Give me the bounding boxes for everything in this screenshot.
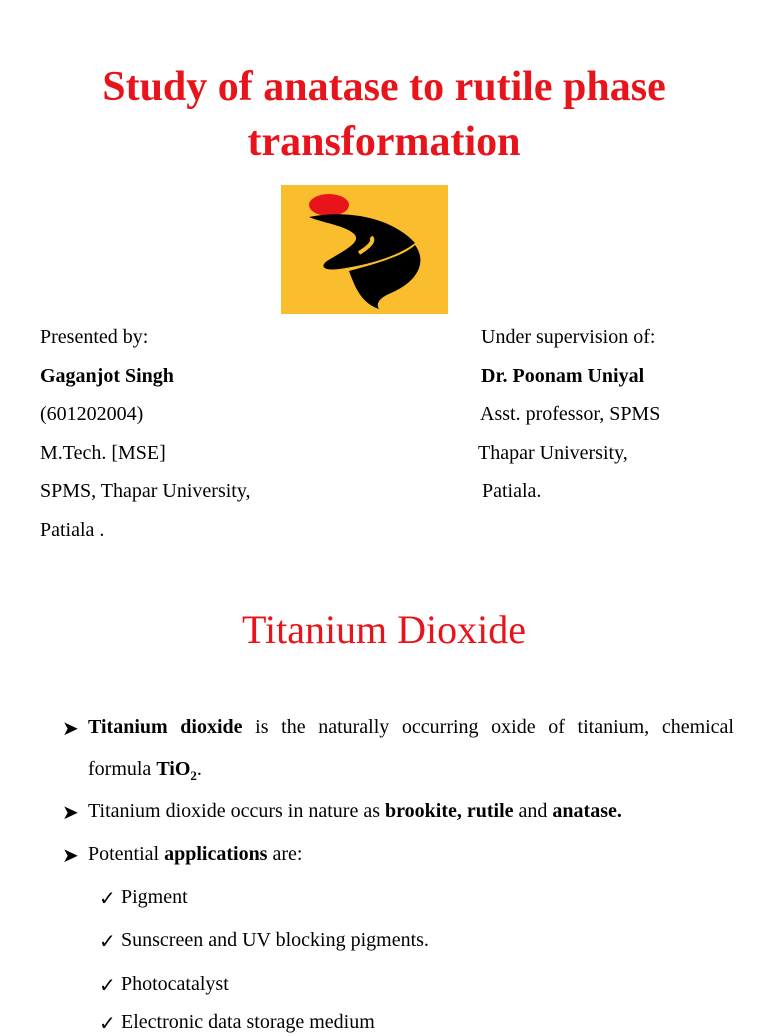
supervisor-position: Asst. professor, SPMS	[480, 403, 661, 425]
presenter-roll: (601202004)	[40, 403, 144, 425]
bullet3-end: are:	[267, 843, 303, 865]
bullet1-text: is the naturally occurring oxide of titanium, chemical	[242, 716, 734, 738]
bullet1-end: .	[196, 758, 202, 780]
formula-base: TiO	[156, 758, 191, 780]
application-item: Pigment	[121, 886, 188, 908]
slide-title	[0, 60, 768, 170]
bullet2-text: Titanium dioxide occurs in nature as	[88, 800, 385, 822]
application-item: Photocatalyst	[121, 973, 229, 995]
checkmark-icon: ✓	[99, 931, 116, 953]
checkmark-icon: ✓	[99, 975, 116, 997]
bullet2-bold1: brookite, rutile	[385, 800, 514, 822]
supervisor-name: Dr. Poonam Uniyal	[481, 365, 645, 387]
title-line-1: Study of anatase to rutile phase	[102, 64, 666, 110]
formula	[156, 758, 197, 783]
bullet2-and: and	[513, 800, 553, 822]
presenter-dept: SPMS, Thapar University,	[40, 480, 251, 502]
arrowhead-bullet-icon: ➤	[62, 718, 79, 740]
application-item: Sunscreen and UV blocking pigments.	[121, 929, 429, 951]
university-logo	[281, 185, 448, 314]
formula-subscript: 2	[190, 768, 197, 783]
presenter-city: Patiala .	[40, 519, 105, 541]
section-title: Titanium Dioxide	[241, 607, 527, 652]
bullet2-bold2: anatase.	[552, 800, 622, 822]
bullet1-bold: Titanium dioxide	[88, 716, 243, 738]
arrowhead-bullet-icon: ➤	[62, 845, 79, 867]
presented-by-label: Presented by:	[40, 326, 149, 348]
bullet3-bold: applications	[164, 843, 268, 865]
arrowhead-bullet-icon: ➤	[62, 802, 79, 824]
supervisor-city: Patiala.	[482, 480, 542, 502]
presenter-name: Gaganjot Singh	[40, 365, 174, 387]
checkmark-icon: ✓	[99, 888, 116, 910]
checkmark-icon: ✓	[99, 1013, 116, 1035]
supervision-label: Under supervision of:	[481, 326, 656, 348]
application-item: Electronic data storage medium	[121, 1011, 375, 1033]
bullet1-text2: formula	[88, 758, 157, 780]
supervisor-university: Thapar University,	[478, 442, 628, 464]
presenter-program: M.Tech. [MSE]	[40, 442, 166, 464]
bullet3-text: Potential	[88, 843, 165, 865]
title-line-2: transformation	[247, 119, 521, 165]
